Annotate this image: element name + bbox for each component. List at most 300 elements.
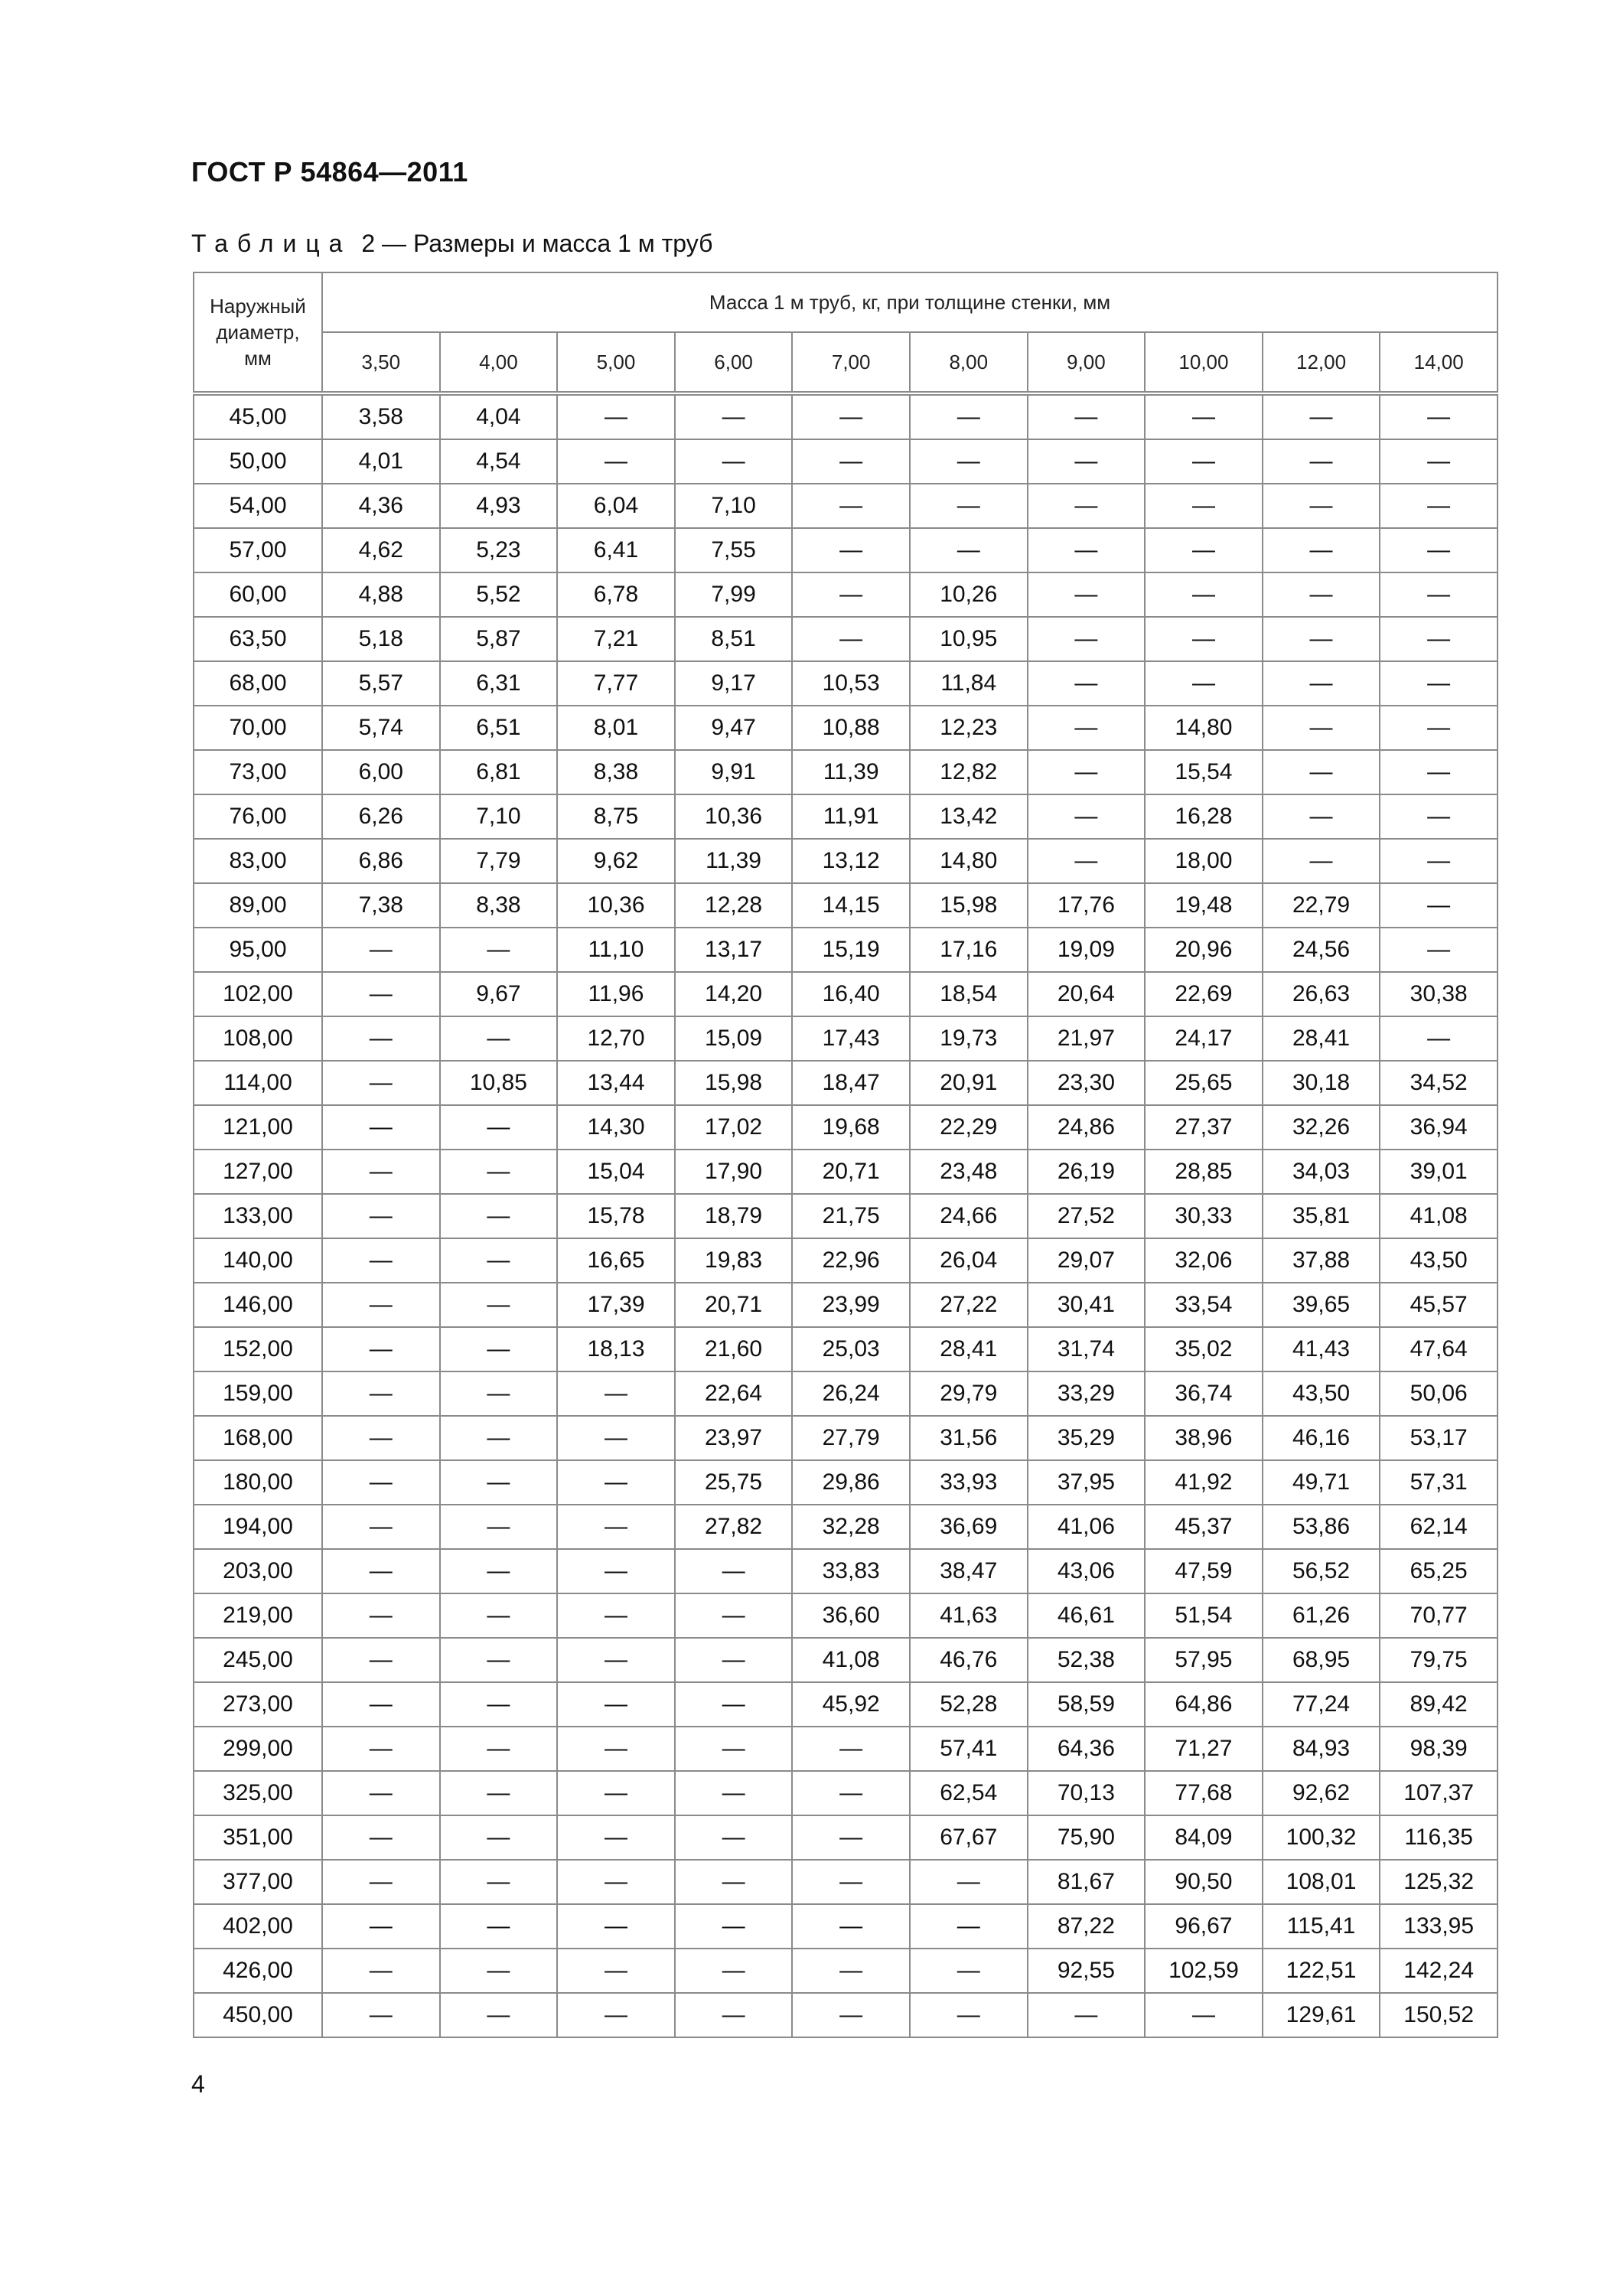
mass-cell: 39,01 (1380, 1150, 1498, 1194)
mass-cell: — (1263, 617, 1380, 661)
mass-cell: 11,39 (792, 750, 910, 794)
mass-cell: — (1145, 661, 1263, 706)
mass-cell: — (1028, 661, 1146, 706)
table-row (194, 1505, 1498, 1549)
mass-cell: 4,04 (440, 393, 558, 439)
mass-cell: 67,67 (910, 1815, 1028, 1860)
mass-cell: — (1380, 617, 1498, 661)
mass-cell: — (792, 1993, 910, 2037)
mass-cell: 50,06 (1380, 1371, 1498, 1416)
mass-cell: — (675, 1949, 793, 1993)
mass-cell: 108,01 (1263, 1860, 1380, 1904)
mass-cell: 28,41 (1263, 1016, 1380, 1061)
mass-cell: — (440, 1460, 558, 1505)
mass-cell: — (1028, 1993, 1146, 2037)
mass-cell: 19,09 (1028, 928, 1146, 972)
mass-cell: — (792, 617, 910, 661)
mass-cell: — (557, 1949, 675, 1993)
table-row (194, 1460, 1498, 1505)
mass-cell: 9,67 (440, 972, 558, 1016)
mass-cell: — (1028, 528, 1146, 572)
mass-cell: 26,24 (792, 1371, 910, 1416)
mass-cell: 11,91 (792, 794, 910, 839)
mass-cell: 33,93 (910, 1460, 1028, 1505)
mass-cell: — (675, 1904, 793, 1949)
mass-cell: 47,64 (1380, 1327, 1498, 1371)
mass-cell: — (1263, 528, 1380, 572)
table-row (194, 484, 1498, 528)
mass-cell: 57,31 (1380, 1460, 1498, 1505)
mass-cell: — (910, 528, 1028, 572)
mass-cell: 24,66 (910, 1194, 1028, 1238)
mass-cell: — (440, 1105, 558, 1150)
mass-cell: 150,52 (1380, 1993, 1498, 2037)
mass-cell: 4,93 (440, 484, 558, 528)
mass-cell: 17,02 (675, 1105, 793, 1150)
diameter-cell: 152,00 (194, 1327, 322, 1371)
mass-cell: — (1380, 528, 1498, 572)
mass-cell: — (675, 1815, 793, 1860)
mass-cell: — (1028, 750, 1146, 794)
mass-cell: 16,40 (792, 972, 910, 1016)
mass-cell: 4,01 (322, 439, 440, 484)
diameter-cell: 168,00 (194, 1416, 322, 1460)
thickness-header-row (194, 332, 1498, 393)
table-row (194, 839, 1498, 883)
mass-cell: 10,95 (910, 617, 1028, 661)
mass-cell: — (322, 1416, 440, 1460)
mass-cell: 20,71 (675, 1283, 793, 1327)
mass-cell: 52,38 (1028, 1638, 1146, 1682)
mass-cell: 129,61 (1263, 1993, 1380, 2037)
mass-cell: 65,25 (1380, 1549, 1498, 1593)
mass-cell: 16,65 (557, 1238, 675, 1283)
mass-cell: 11,10 (557, 928, 675, 972)
mass-cell: — (1380, 706, 1498, 750)
mass-cell: — (1263, 706, 1380, 750)
table-row (194, 1371, 1498, 1416)
diameter-cell: 140,00 (194, 1238, 322, 1283)
diameter-cell: 108,00 (194, 1016, 322, 1061)
mass-cell: 4,54 (440, 439, 558, 484)
mass-cell: — (440, 1327, 558, 1371)
mass-cell: 25,75 (675, 1460, 793, 1505)
mass-cell: — (440, 1505, 558, 1549)
thickness-header-cell: 10,00 (1145, 332, 1263, 393)
mass-cell: — (440, 1860, 558, 1904)
mass-cell: 107,37 (1380, 1771, 1498, 1815)
mass-cell: 9,17 (675, 661, 793, 706)
mass-cell: — (557, 1860, 675, 1904)
mass-cell: 61,26 (1263, 1593, 1380, 1638)
mass-cell: 27,37 (1145, 1105, 1263, 1150)
mass-cell: 3,58 (322, 393, 440, 439)
mass-cell: 18,54 (910, 972, 1028, 1016)
mass-cell: 81,67 (1028, 1860, 1146, 1904)
diameter-header-line: диаметр, (216, 321, 300, 344)
diameter-cell: 450,00 (194, 1993, 322, 2037)
mass-cell: 5,23 (440, 528, 558, 572)
diameter-cell: 83,00 (194, 839, 322, 883)
mass-cell: 6,04 (557, 484, 675, 528)
mass-cell: — (1145, 528, 1263, 572)
mass-cell: 20,91 (910, 1061, 1028, 1105)
diameter-cell: 76,00 (194, 794, 322, 839)
mass-cell: — (792, 528, 910, 572)
mass-cell: 84,93 (1263, 1727, 1380, 1771)
mass-cell: 13,42 (910, 794, 1028, 839)
mass-cell: 24,56 (1263, 928, 1380, 972)
mass-cell: 8,38 (440, 883, 558, 928)
mass-cell: 41,92 (1145, 1460, 1263, 1505)
mass-cell: — (1145, 617, 1263, 661)
mass-cell: 12,28 (675, 883, 793, 928)
diameter-cell: 63,50 (194, 617, 322, 661)
diameter-cell: 60,00 (194, 572, 322, 617)
mass-cell: 51,54 (1145, 1593, 1263, 1638)
mass-cell: — (1263, 839, 1380, 883)
mass-cell: — (675, 1682, 793, 1727)
mass-cell: 39,65 (1263, 1283, 1380, 1327)
table-row (194, 1150, 1498, 1194)
mass-cell: 15,19 (792, 928, 910, 972)
mass-cell: 12,82 (910, 750, 1028, 794)
mass-cell: 5,74 (322, 706, 440, 750)
table-header (194, 272, 1498, 393)
diameter-cell: 102,00 (194, 972, 322, 1016)
mass-cell: — (440, 1593, 558, 1638)
mass-cell: 7,38 (322, 883, 440, 928)
mass-cell: — (675, 1771, 793, 1815)
mass-cell: 56,52 (1263, 1549, 1380, 1593)
mass-cell: 10,53 (792, 661, 910, 706)
mass-cell: — (792, 393, 910, 439)
pipe-mass-table (193, 272, 1498, 2038)
mass-group-header: Масса 1 м труб, кг, при толщине стенки, мм (322, 272, 1498, 332)
mass-cell: 7,10 (440, 794, 558, 839)
mass-cell: 35,02 (1145, 1327, 1263, 1371)
mass-cell: 19,83 (675, 1238, 793, 1283)
mass-cell: — (1145, 572, 1263, 617)
mass-cell: 71,27 (1145, 1727, 1263, 1771)
mass-cell: — (440, 1993, 558, 2037)
thickness-header-cell: 4,00 (440, 332, 558, 393)
table-row (194, 528, 1498, 572)
thickness-header-cell: 6,00 (675, 332, 793, 393)
mass-cell: 32,28 (792, 1505, 910, 1549)
mass-cell: — (1263, 794, 1380, 839)
mass-cell: 36,60 (792, 1593, 910, 1638)
mass-cell: 10,85 (440, 1061, 558, 1105)
mass-cell: 18,13 (557, 1327, 675, 1371)
mass-cell: — (557, 1904, 675, 1949)
mass-cell: 125,32 (1380, 1860, 1498, 1904)
mass-cell: 20,71 (792, 1150, 910, 1194)
mass-cell: — (675, 1993, 793, 2037)
mass-cell: 90,50 (1145, 1860, 1263, 1904)
mass-cell: 20,96 (1145, 928, 1263, 972)
mass-cell: 43,06 (1028, 1549, 1146, 1593)
mass-cell: 8,01 (557, 706, 675, 750)
mass-cell: — (322, 1283, 440, 1327)
table-row (194, 1949, 1498, 1993)
mass-cell: — (440, 1549, 558, 1593)
mass-cell: — (1028, 794, 1146, 839)
mass-cell: 41,08 (1380, 1194, 1498, 1238)
diameter-cell: 180,00 (194, 1460, 322, 1505)
mass-cell: — (557, 1682, 675, 1727)
mass-cell: — (1028, 572, 1146, 617)
mass-cell: 32,06 (1145, 1238, 1263, 1283)
mass-cell: — (792, 484, 910, 528)
mass-cell: — (675, 1638, 793, 1682)
mass-cell: — (557, 1727, 675, 1771)
mass-cell: 5,18 (322, 617, 440, 661)
table-row (194, 617, 1498, 661)
table-row (194, 883, 1498, 928)
mass-cell: — (1145, 393, 1263, 439)
thickness-header-cell: 8,00 (910, 332, 1028, 393)
mass-cell: — (322, 1105, 440, 1150)
mass-cell: 68,95 (1263, 1638, 1380, 1682)
mass-cell: 14,80 (1145, 706, 1263, 750)
mass-cell: — (910, 1993, 1028, 2037)
mass-cell: 26,04 (910, 1238, 1028, 1283)
diameter-cell: 377,00 (194, 1860, 322, 1904)
table-row (194, 1815, 1498, 1860)
mass-cell: 28,41 (910, 1327, 1028, 1371)
mass-cell: 98,39 (1380, 1727, 1498, 1771)
diameter-cell: 54,00 (194, 484, 322, 528)
mass-cell: — (322, 1682, 440, 1727)
diameter-cell: 68,00 (194, 661, 322, 706)
table-row (194, 1105, 1498, 1150)
thickness-header-cell: 7,00 (792, 332, 910, 393)
diameter-cell: 133,00 (194, 1194, 322, 1238)
table-caption (191, 230, 712, 258)
mass-cell: 17,39 (557, 1283, 675, 1327)
diameter-cell: 426,00 (194, 1949, 322, 1993)
mass-cell: — (910, 439, 1028, 484)
mass-cell: 22,79 (1263, 883, 1380, 928)
mass-cell: — (1028, 617, 1146, 661)
mass-cell: — (322, 1771, 440, 1815)
mass-cell: 15,78 (557, 1194, 675, 1238)
mass-cell: 6,00 (322, 750, 440, 794)
diameter-header-line: мм (244, 347, 272, 370)
thickness-header-cell: 5,00 (557, 332, 675, 393)
mass-cell: — (440, 1638, 558, 1682)
mass-cell: 84,09 (1145, 1815, 1263, 1860)
diameter-cell: 70,00 (194, 706, 322, 750)
diameter-cell: 325,00 (194, 1771, 322, 1815)
mass-cell: 46,61 (1028, 1593, 1146, 1638)
mass-cell: 62,54 (910, 1771, 1028, 1815)
mass-cell: 75,90 (1028, 1815, 1146, 1860)
mass-cell: — (1380, 572, 1498, 617)
table-row (194, 572, 1498, 617)
mass-cell: — (910, 1860, 1028, 1904)
mass-cell: — (1380, 484, 1498, 528)
mass-cell: 17,90 (675, 1150, 793, 1194)
mass-cell: 70,77 (1380, 1593, 1498, 1638)
mass-cell: 92,55 (1028, 1949, 1146, 1993)
table-row (194, 439, 1498, 484)
diameter-cell: 50,00 (194, 439, 322, 484)
mass-cell: 21,97 (1028, 1016, 1146, 1061)
mass-cell: — (1028, 393, 1146, 439)
mass-cell: 15,98 (910, 883, 1028, 928)
mass-cell: — (1028, 706, 1146, 750)
mass-cell: — (1028, 439, 1146, 484)
mass-cell: 12,70 (557, 1016, 675, 1061)
mass-cell: 22,69 (1145, 972, 1263, 1016)
mass-cell: — (792, 1771, 910, 1815)
mass-cell: — (1380, 883, 1498, 928)
mass-cell: 133,95 (1380, 1904, 1498, 1949)
mass-cell: — (322, 1505, 440, 1549)
table-row (194, 706, 1498, 750)
diameter-cell: 219,00 (194, 1593, 322, 1638)
diameter-cell: 245,00 (194, 1638, 322, 1682)
mass-cell: 7,10 (675, 484, 793, 528)
mass-cell: 34,03 (1263, 1150, 1380, 1194)
mass-cell: 64,86 (1145, 1682, 1263, 1727)
mass-cell: 17,16 (910, 928, 1028, 972)
mass-cell: — (322, 928, 440, 972)
mass-cell: 116,35 (1380, 1815, 1498, 1860)
mass-cell: — (1263, 439, 1380, 484)
mass-cell: — (1263, 661, 1380, 706)
mass-cell: — (557, 1416, 675, 1460)
mass-cell: — (322, 1815, 440, 1860)
mass-cell: 30,33 (1145, 1194, 1263, 1238)
table-row (194, 1682, 1498, 1727)
mass-cell: 4,62 (322, 528, 440, 572)
mass-cell: — (557, 1638, 675, 1682)
mass-cell: 6,31 (440, 661, 558, 706)
mass-cell: 36,69 (910, 1505, 1028, 1549)
mass-cell: 36,94 (1380, 1105, 1498, 1150)
mass-cell: 18,79 (675, 1194, 793, 1238)
table-row (194, 1061, 1498, 1105)
mass-cell: — (1145, 439, 1263, 484)
mass-cell: — (440, 1682, 558, 1727)
mass-cell: 14,80 (910, 839, 1028, 883)
mass-cell: — (1380, 393, 1498, 439)
table-row (194, 393, 1498, 439)
mass-cell: — (675, 1593, 793, 1638)
mass-cell: — (440, 1416, 558, 1460)
diameter-cell: 194,00 (194, 1505, 322, 1549)
mass-cell: — (322, 1371, 440, 1416)
mass-cell: — (440, 1949, 558, 1993)
mass-cell: — (557, 1505, 675, 1549)
diameter-cell: 146,00 (194, 1283, 322, 1327)
table-row (194, 1638, 1498, 1682)
mass-cell: 20,64 (1028, 972, 1146, 1016)
mass-cell: — (440, 1771, 558, 1815)
diameter-cell: 73,00 (194, 750, 322, 794)
mass-cell: 11,96 (557, 972, 675, 1016)
mass-cell: 15,09 (675, 1016, 793, 1061)
mass-cell: — (322, 1727, 440, 1771)
mass-cell: — (322, 1460, 440, 1505)
mass-cell: 18,00 (1145, 839, 1263, 883)
mass-cell: 37,95 (1028, 1460, 1146, 1505)
mass-cell: 21,60 (675, 1327, 793, 1371)
mass-cell: — (1380, 794, 1498, 839)
mass-cell: 23,30 (1028, 1061, 1146, 1105)
mass-cell: — (440, 1150, 558, 1194)
table-row (194, 794, 1498, 839)
mass-cell: — (675, 393, 793, 439)
mass-cell: 27,22 (910, 1283, 1028, 1327)
mass-cell: — (1145, 484, 1263, 528)
thickness-header-cell: 14,00 (1380, 332, 1498, 393)
mass-cell: — (440, 1371, 558, 1416)
mass-cell: — (557, 1993, 675, 2037)
mass-cell: 13,44 (557, 1061, 675, 1105)
mass-cell: 115,41 (1263, 1904, 1380, 1949)
mass-cell: 89,42 (1380, 1682, 1498, 1727)
mass-cell: 31,74 (1028, 1327, 1146, 1371)
thickness-header-cell: 9,00 (1028, 332, 1146, 393)
table-row (194, 1327, 1498, 1371)
mass-cell: — (792, 572, 910, 617)
mass-cell: — (910, 393, 1028, 439)
mass-cell: 6,81 (440, 750, 558, 794)
mass-cell: 8,51 (675, 617, 793, 661)
mass-cell: 29,07 (1028, 1238, 1146, 1283)
mass-cell: 13,12 (792, 839, 910, 883)
mass-cell: — (322, 1150, 440, 1194)
diameter-header-line: Наружный (210, 295, 306, 318)
mass-cell: 35,81 (1263, 1194, 1380, 1238)
mass-cell: 53,17 (1380, 1416, 1498, 1460)
mass-cell: 5,52 (440, 572, 558, 617)
mass-cell: 96,67 (1145, 1904, 1263, 1949)
mass-cell: — (1380, 1016, 1498, 1061)
table-row (194, 1993, 1498, 2037)
mass-cell: 18,47 (792, 1061, 910, 1105)
mass-cell: — (1380, 839, 1498, 883)
mass-cell: 6,41 (557, 528, 675, 572)
mass-cell: 4,36 (322, 484, 440, 528)
mass-cell: — (792, 1815, 910, 1860)
table-row (194, 1593, 1498, 1638)
mass-cell: — (557, 393, 675, 439)
mass-cell: 11,39 (675, 839, 793, 883)
mass-cell: — (322, 1016, 440, 1061)
mass-cell: 7,55 (675, 528, 793, 572)
mass-cell: 19,73 (910, 1016, 1028, 1061)
mass-cell: 8,38 (557, 750, 675, 794)
mass-cell: — (1380, 928, 1498, 972)
mass-cell: 31,56 (910, 1416, 1028, 1460)
mass-cell: — (322, 1061, 440, 1105)
mass-cell: 27,79 (792, 1416, 910, 1460)
mass-cell: 5,87 (440, 617, 558, 661)
mass-cell: — (440, 1727, 558, 1771)
mass-cell: — (440, 1194, 558, 1238)
mass-cell: 7,77 (557, 661, 675, 706)
mass-cell: — (1263, 572, 1380, 617)
mass-cell: 47,59 (1145, 1549, 1263, 1593)
mass-cell: 21,75 (792, 1194, 910, 1238)
mass-cell: — (792, 1904, 910, 1949)
diameter-cell: 45,00 (194, 393, 322, 439)
